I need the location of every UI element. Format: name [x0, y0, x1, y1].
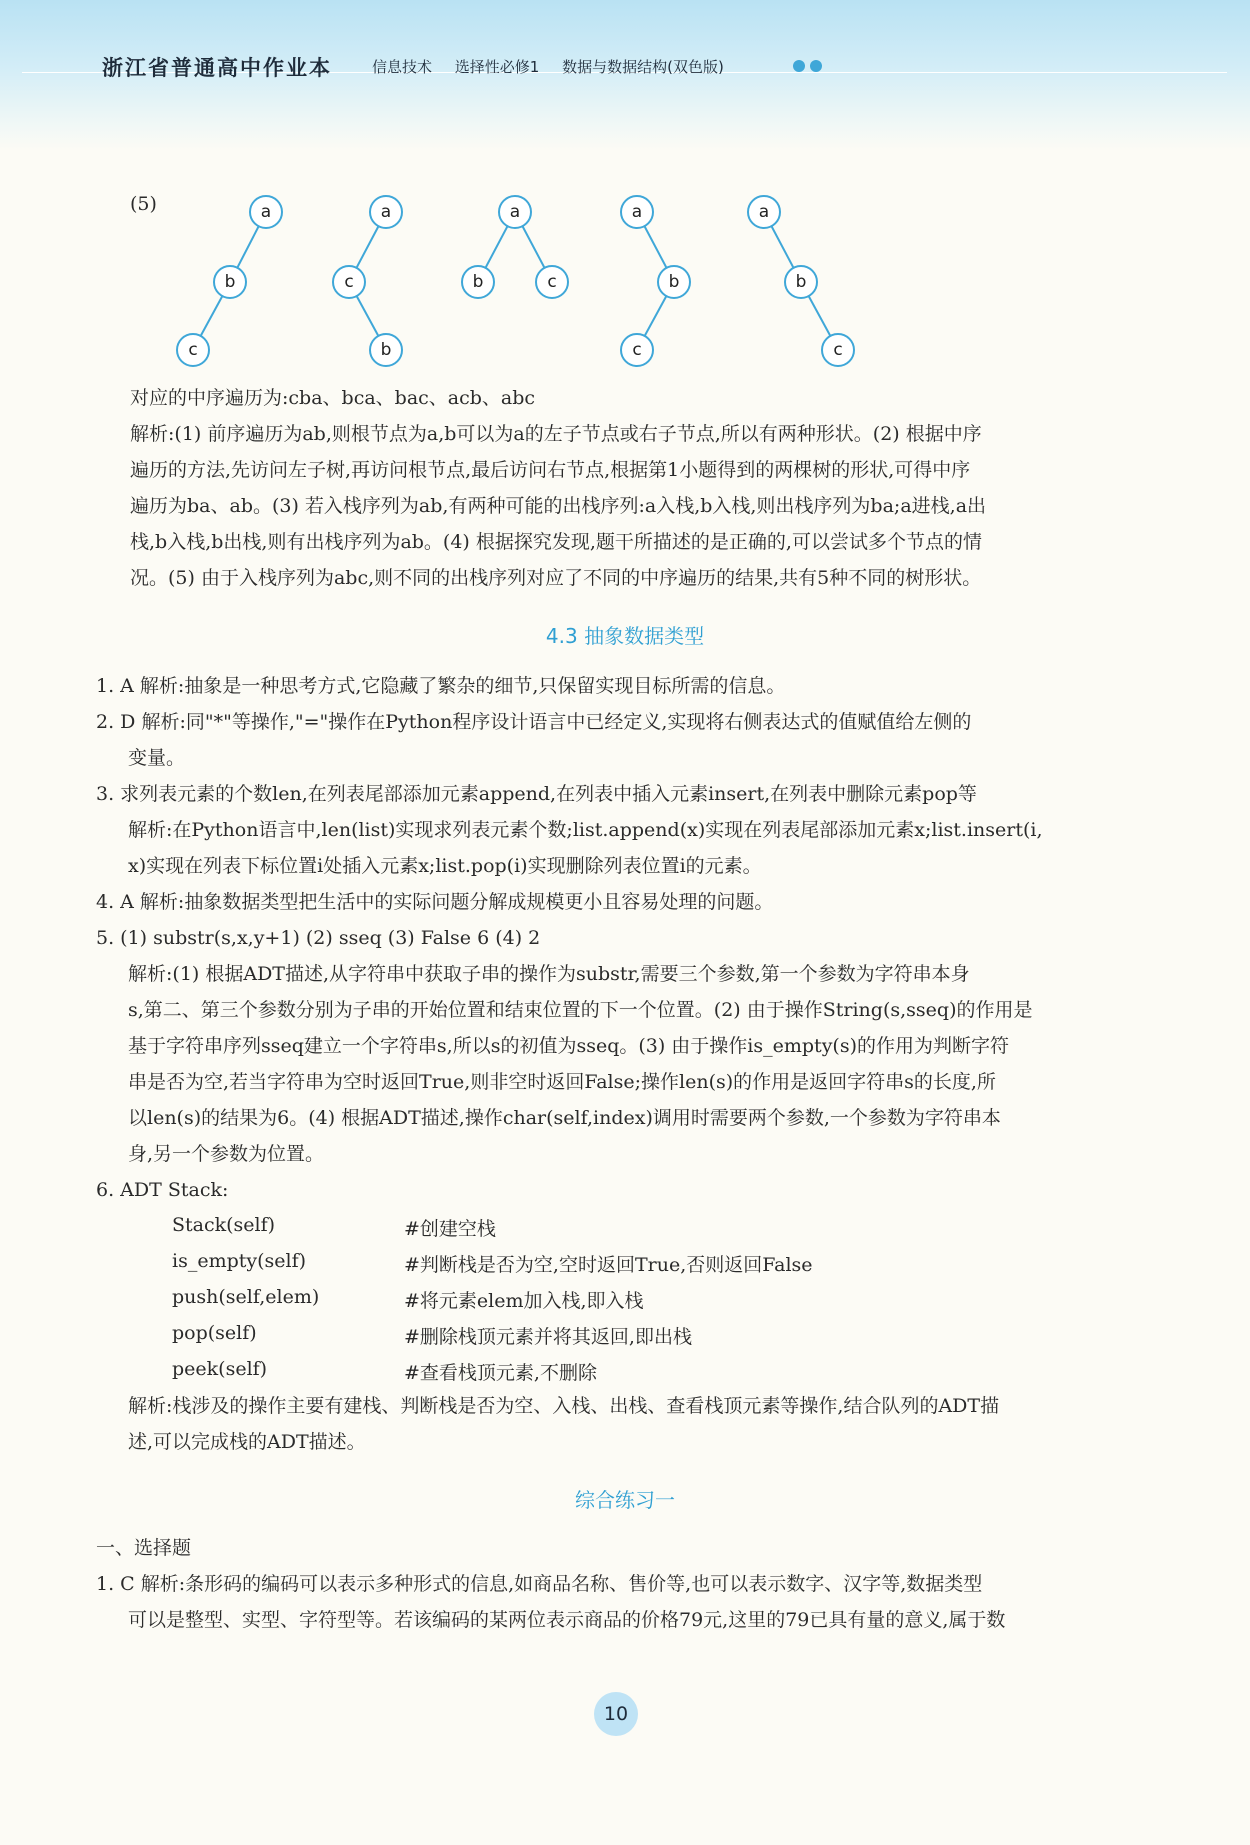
question-5-label: (5) [130, 193, 157, 215]
code-comment: #查看栈顶元素,不删除 [404, 1362, 597, 1384]
book-series-title: 浙江省普通高中作业本 [102, 56, 332, 80]
analysis-line: 遍历的方法,先访问左子树,再访问根节点,最后访问右节点,根据第1小题得到的两棵树的形状,可得中序 [130, 459, 971, 481]
answer-2: 2. D 解析:同"*"等操作,"="操作在Python程序设计语言中已经定义,实现将右侧表达式的值赋值给左侧的 [96, 711, 972, 733]
code-op: peek(self) [172, 1358, 268, 1380]
tree-node [785, 266, 817, 298]
svg-text:a: a [380, 202, 392, 222]
svg-text:c: c [632, 340, 642, 360]
analysis-5-cont: 身,另一个参数为位置。 [128, 1143, 325, 1165]
code-comment: #将元素elem加入栈,即入栈 [404, 1290, 644, 1312]
tree-node [621, 334, 653, 366]
analysis-5-cont: 串是否为空,若当字符串为空时返回True,则非空时返回False;操作len(s)的作用是返回字符串s的长度,所 [128, 1071, 996, 1093]
code-op: Stack(self) [172, 1214, 276, 1236]
svg-text:a: a [509, 202, 521, 222]
answer-3: 3. 求列表元素的个数len,在列表尾部添加元素append,在列表中插入元素insert,在列表中删除元素pop等 [96, 783, 977, 805]
tree-node [748, 196, 780, 228]
section-title-4-3: 4.3 抽象数据类型 [545, 624, 705, 648]
answer-6: 6. ADT Stack: [96, 1179, 229, 1201]
practice-answer-1: 1. C 解析:条形码的编码可以表示多种形式的信息,如商品名称、售价等,也可以表示数字、汉字等,数据类型 [96, 1573, 983, 1595]
analysis-6: 解析:栈涉及的操作主要有建栈、判断栈是否为空、入栈、出栈、查看栈顶元素等操作,结合队列的ADT描 [128, 1395, 1000, 1417]
answer-2-cont: 变量。 [128, 747, 186, 769]
tree-node [536, 266, 568, 298]
tree-1 [177, 196, 282, 366]
code-comment: #创建空栈 [404, 1218, 496, 1240]
tree-node [658, 266, 690, 298]
analysis-5-cont: 以len(s)的结果为6。(4) 根据ADT描述,操作char(self,index)调用时需要两个参数,一个参数为字符串本 [128, 1107, 1001, 1129]
analysis-line: 栈,b入栈,b出栈,则有出栈序列为ab。(4) 根据探究发现,题干所描述的是正确的,可以尝试多个节点的情 [130, 531, 982, 553]
practice-answer-1-cont: 可以是整型、实型、字符型等。若该编码的某两位表示商品的价格79元,这里的79已具有量的意义,属于数 [128, 1609, 1006, 1631]
svg-text:a: a [758, 202, 770, 222]
answer-1: 1. A 解析:抽象是一种思考方式,它隐藏了繁杂的细节,只保留实现目标所需的信息。 [96, 675, 786, 697]
tree-node [250, 196, 282, 228]
answer-5: 5. (1) substr(s,x,y+1) (2) sseq (3) False 6 (4) 2 [96, 927, 541, 949]
tree-node [177, 334, 209, 366]
svg-text:b: b [224, 272, 236, 292]
analysis-3: 解析:在Python语言中,len(list)实现求列表元素个数;list.append(x)实现在列表尾部添加元素x;list.insert(i, [128, 819, 1043, 841]
tree-5 [748, 196, 854, 366]
tree-node [499, 196, 531, 228]
analysis-6-cont: 述,可以完成栈的ADT描述。 [128, 1431, 366, 1453]
analysis-line: 解析:(1) 前序遍历为ab,则根节点为a,b可以为a的左子节点或右子节点,所以有两种形状。(2) 根据中序 [130, 423, 982, 445]
svg-text:b: b [380, 340, 392, 360]
tree-node [214, 266, 246, 298]
tree-svg [0, 0, 1250, 400]
page-number: 10 [594, 1692, 638, 1736]
tree-node [621, 196, 653, 228]
svg-text:a: a [631, 202, 643, 222]
analysis-line: 况。(5) 由于入栈序列为abc,则不同的出栈序列对应了不同的中序遍历的结果,共有5种不同的树形状。 [130, 567, 982, 589]
tree-node [370, 334, 402, 366]
code-comment: #判断栈是否为空,空时返回True,否则返回False [404, 1254, 813, 1276]
answer-4: 4. A 解析:抽象数据类型把生活中的实际问题分解成规模更小且容易处理的问题。 [96, 891, 774, 913]
analysis-line: 遍历为ba、ab。(3) 若入栈序列为ab,有两种可能的出栈序列:a入栈,b入栈,则出栈序列为ba;a进栈,a出 [130, 495, 987, 517]
part-heading: 一、选择题 [96, 1537, 192, 1559]
svg-text:b: b [472, 272, 484, 292]
svg-text:c: c [344, 272, 354, 292]
code-comment: #删除栈顶元素并将其返回,即出栈 [404, 1326, 692, 1348]
analysis-3-cont: x)实现在列表下标位置i处插入元素x;list.pop(i)实现删除列表位置i的元素。 [128, 855, 762, 877]
code-op: pop(self) [172, 1322, 257, 1344]
section-title-practice: 综合练习一 [575, 1488, 675, 1512]
tree-node [822, 334, 854, 366]
tree-2 [333, 196, 402, 366]
book-label: 数据与数据结构(双色版) [562, 58, 724, 76]
code-op: is_empty(self) [172, 1250, 307, 1272]
tree-node [462, 266, 494, 298]
tree-3 [462, 196, 568, 298]
subject-label: 信息技术 [372, 58, 433, 76]
course-label: 选择性必修1 [454, 58, 540, 76]
code-op: push(self,elem) [172, 1286, 320, 1308]
svg-text:b: b [795, 272, 807, 292]
svg-text:a: a [260, 202, 272, 222]
tree-node [370, 196, 402, 228]
analysis-5: 解析:(1) 根据ADT描述,从字符串中获取子串的操作为substr,需要三个参数,第一个参数为字符串本身 [128, 963, 970, 985]
tree-node [333, 266, 365, 298]
tree-4 [621, 196, 690, 366]
analysis-5-cont: s,第二、第三个参数分别为子串的开始位置和结束位置的下一个位置。(2) 由于操作String(s,sseq)的作用是 [128, 999, 1033, 1021]
svg-text:c: c [547, 272, 557, 292]
inorder-answer: 对应的中序遍历为:cba、bca、bac、acb、abc [130, 387, 536, 409]
svg-text:b: b [668, 272, 680, 292]
svg-text:c: c [833, 340, 843, 360]
svg-text:c: c [188, 340, 198, 360]
analysis-5-cont: 基于字符串序列sseq建立一个字符串s,所以s的初值为sseq。(3) 由于操作is_empty(s)的作用为判断字符 [128, 1035, 1010, 1057]
